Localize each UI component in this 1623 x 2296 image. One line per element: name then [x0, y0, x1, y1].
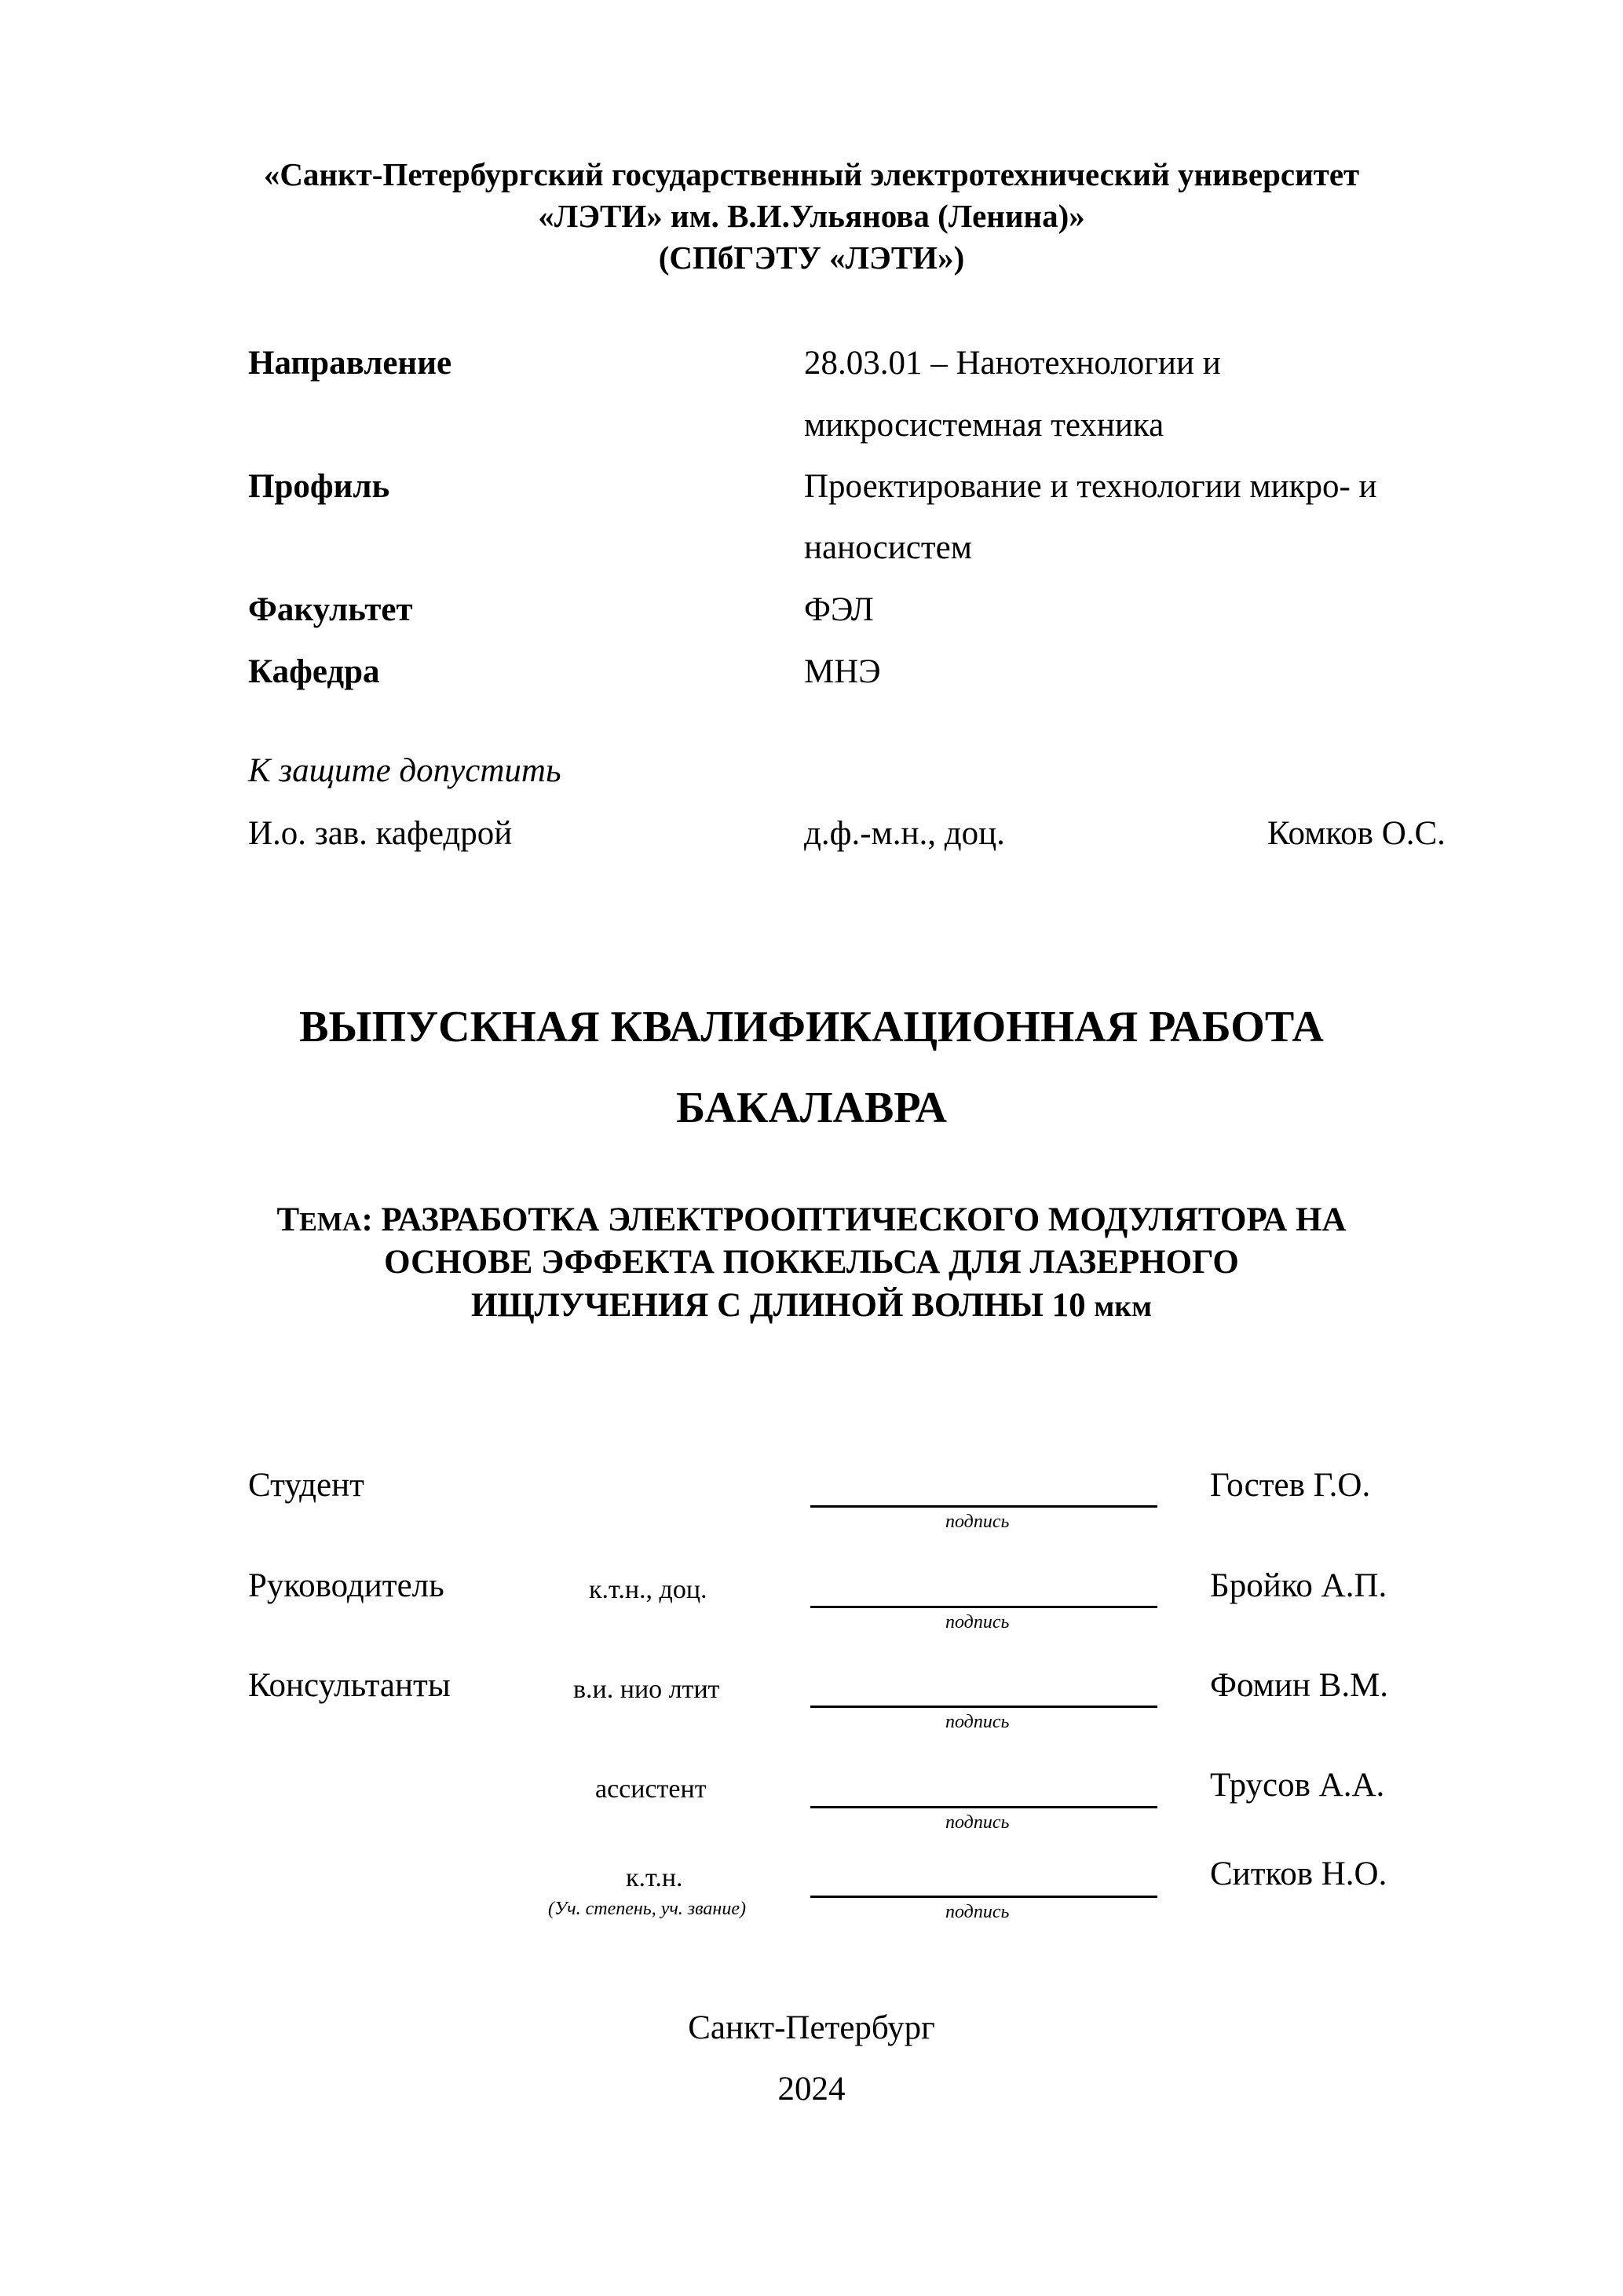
signature-line-consultant-2	[810, 1806, 1157, 1808]
topic-unit: мкм	[1094, 1290, 1153, 1323]
university-name-line1: «Санкт-Петербургский государственный электротехнический университет	[263, 156, 1360, 192]
rank-caption: (Уч. степень, уч. звание)	[548, 1899, 746, 1919]
profile-value-line1: Проектирование и технологии микро- и	[804, 468, 1377, 505]
signature-rank-consultant-3: к.т.н.	[626, 1863, 683, 1892]
approval-role: И.о. зав. кафедрой	[248, 815, 513, 852]
signature-caption-consultant-1: подпись	[945, 1712, 1010, 1732]
approval-degree: д.ф.-м.н., доц.	[804, 815, 1005, 852]
topic-line3	[0, 1289, 1623, 1322]
topic-line1	[0, 1203, 1623, 1237]
document-title-line2: БАКАЛАВРА	[676, 1084, 947, 1132]
topic-line3-text: ИЩЛУЧЕНИЯ С ДЛИНОЙ ВОЛНЫ 10	[470, 1287, 1095, 1324]
signature-caption-consultant-2: подпись	[945, 1812, 1010, 1833]
approval-heading: К защите допустить	[248, 752, 561, 789]
signature-name-student: Гостев Г.О.	[1210, 1467, 1371, 1504]
faculty-value: ФЭЛ	[804, 591, 874, 628]
signature-role-supervisor: Руководитель	[248, 1567, 444, 1604]
faculty-label: Факультет	[248, 591, 413, 628]
signature-name-supervisor: Бройко А.П.	[1210, 1567, 1387, 1604]
signature-line-consultant-3	[810, 1896, 1157, 1898]
topic-prefix-smallcaps: ЕМА	[299, 1208, 362, 1237]
department-value: МНЭ	[804, 653, 881, 690]
year: 2024	[777, 2071, 846, 2108]
signature-role-consultants: Консультанты	[248, 1667, 451, 1704]
direction-value-line1: 28.03.01 – Нанотехнологии и	[804, 345, 1221, 382]
signature-role-student: Студент	[248, 1467, 364, 1504]
signature-line-consultant-1	[810, 1706, 1157, 1708]
direction-label: Направление	[248, 345, 452, 382]
topic-line1-text: : РАЗРАБОТКА ЭЛЕКТРООПТИЧЕСКОГО МОДУЛЯТОРА НА	[361, 1201, 1347, 1238]
university-name-line2: «ЛЭТИ» им. В.И.Ульянова (Ленина)»	[538, 198, 1085, 234]
university-abbreviation: (СПбГЭТУ «ЛЭТИ»)	[658, 239, 965, 276]
topic-prefix-initial: Т	[276, 1201, 300, 1238]
signature-caption-student: подпись	[945, 1512, 1010, 1532]
signature-line-supervisor	[810, 1606, 1157, 1608]
topic-line2: ОСНОВЕ ЭФФЕКТА ПОККЕЛЬСА ДЛЯ ЛАЗЕРНОГО	[384, 1244, 1239, 1281]
profile-label: Профиль	[248, 468, 390, 505]
signature-rank-consultant-2: ассистент	[595, 1775, 707, 1804]
signature-line-student	[810, 1505, 1157, 1508]
direction-value-line2: микросистемная техника	[804, 407, 1164, 444]
profile-value-line2: наносистем	[804, 529, 972, 566]
city: Санкт-Петербург	[688, 2009, 935, 2046]
department-label: Кафедра	[248, 653, 380, 690]
signature-name-consultant-1: Фомин В.М.	[1210, 1667, 1389, 1704]
signature-rank-consultant-1: в.и. нио лтит	[573, 1675, 720, 1704]
signature-caption-consultant-3: подпись	[945, 1902, 1010, 1922]
document-title-line1: ВЫПУСКНАЯ КВАЛИФИКАЦИОННАЯ РАБОТА	[299, 1003, 1324, 1051]
approval-name: Комков О.С.	[1267, 815, 1446, 852]
signature-rank-supervisor: к.т.н., доц.	[589, 1575, 707, 1604]
signature-caption-supervisor: подпись	[945, 1612, 1010, 1632]
signature-name-consultant-3: Ситков Н.О.	[1210, 1855, 1387, 1892]
signature-name-consultant-2: Трусов А.А.	[1210, 1767, 1385, 1804]
